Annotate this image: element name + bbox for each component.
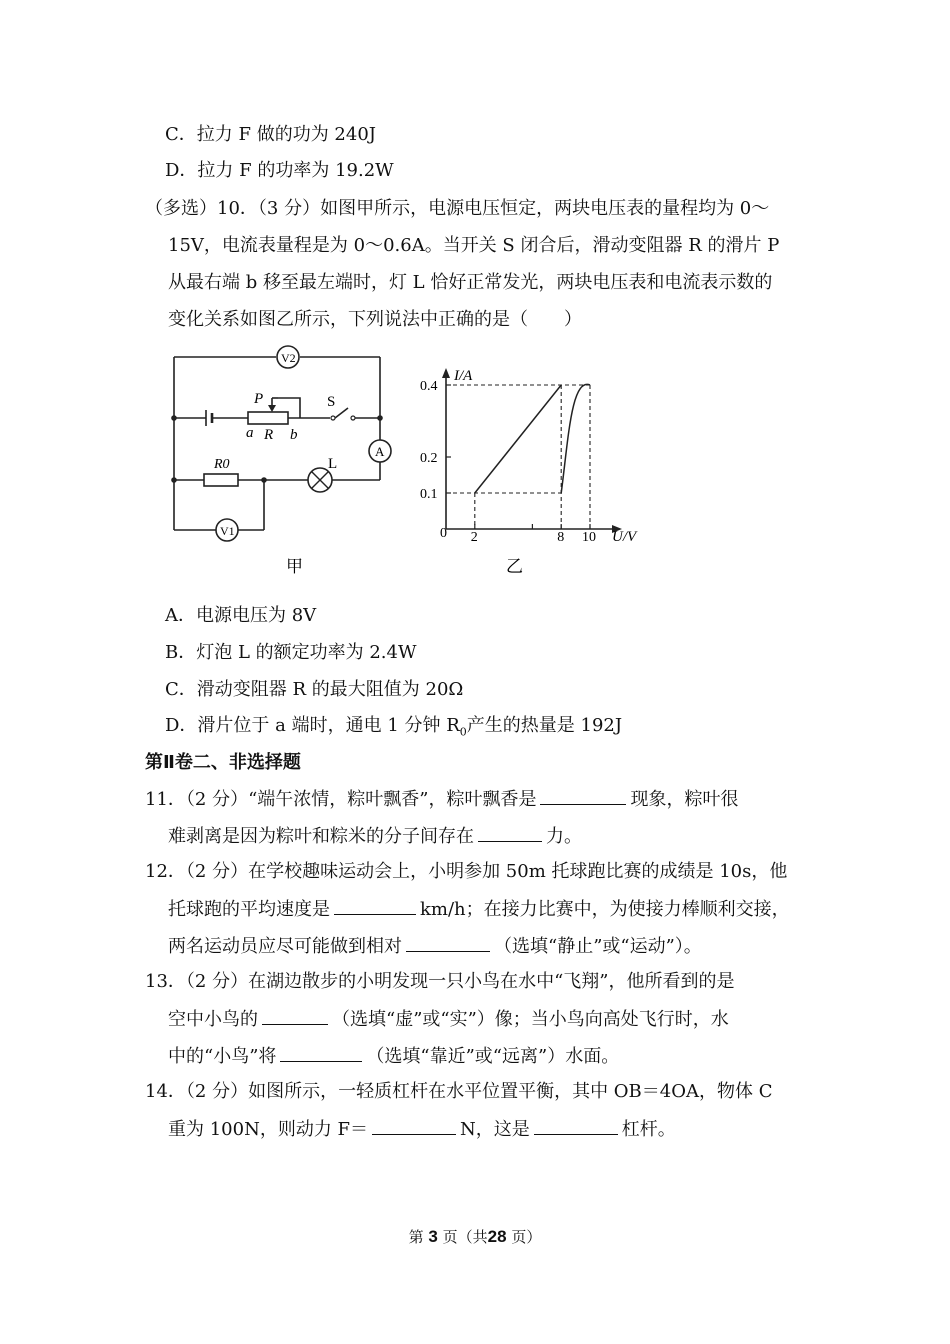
iu-graph xyxy=(410,362,660,584)
q9-option-d: D．拉力 F 的功率为 19.2W xyxy=(165,160,394,181)
q14-line-1: 14．（2 分）如图所示，一轻质杠杆在水平位置平衡，其中 OB＝4OA，物体 C xyxy=(145,1081,773,1102)
label-a: a xyxy=(246,425,254,441)
x-tick-label: 2 xyxy=(470,530,478,545)
q10-option-b: B．灯泡 L 的额定功率为 2.4W xyxy=(165,642,417,663)
y-axis-arrow xyxy=(442,368,450,378)
q11-line-1: 11．（2 分）“端午浓情，粽叶飘香”，粽叶飘香是 现象，粽叶很 xyxy=(145,786,738,813)
x-tick-label: 10 xyxy=(582,530,596,545)
x-axis-label: U/V xyxy=(612,529,637,545)
q12-line-2: 托球跑的平均速度是 km/h；在接力比赛中，为使接力棒顺利交接， xyxy=(168,896,790,923)
page-footer: 第 3 页（共28 页） xyxy=(408,1227,542,1246)
q14-blank-2[interactable] xyxy=(534,1116,618,1135)
q14-line-2: 重为 100N，则动力 F＝ N，这是 杠杆。 xyxy=(168,1116,676,1143)
label-v1: V1 xyxy=(220,524,235,538)
section-title: 第Ⅱ卷二、非选择题 xyxy=(145,752,301,773)
circuit-caption: 甲 xyxy=(286,557,303,576)
q13-line-2: 空中小鸟的 （选填“虚”或“实”）像；当小鸟向高处飞行时，水 xyxy=(168,1006,729,1033)
y-axis-label: I/A xyxy=(454,368,473,384)
label-ammeter: A xyxy=(375,444,385,459)
q10-stem-line-4: 变化关系如图乙所示，下列说法中正确的是（ ） xyxy=(168,309,582,330)
circuit-diagram xyxy=(160,340,400,590)
label-b: b xyxy=(290,427,298,443)
q9-option-c: C．拉力 F 做的功为 240J xyxy=(165,124,376,145)
q14-blank-1[interactable] xyxy=(372,1116,456,1135)
page-total: 28 xyxy=(487,1227,507,1246)
label-s: S xyxy=(327,394,336,410)
label-v2: V2 xyxy=(281,351,296,365)
q11-blank-1[interactable] xyxy=(540,786,626,805)
q10-option-c: C．滑动变阻器 R 的最大阻值为 20Ω xyxy=(165,679,464,700)
q12-blank-1[interactable] xyxy=(334,896,416,915)
q12-blank-2[interactable] xyxy=(406,933,490,952)
y-tick-label: 0.1 xyxy=(420,487,438,502)
x-tick-label: 8 xyxy=(557,530,565,545)
page-number: 3 xyxy=(428,1227,438,1246)
label-p: P xyxy=(254,391,264,407)
label-r: R xyxy=(264,427,274,443)
q11-blank-2[interactable] xyxy=(478,823,542,842)
q10-option-d: D．滑片位于 a 端时，通电 1 分钟 $R_0$产生的热量是 192J xyxy=(165,715,623,739)
q13-line-3: 中的“小鸟”将 （选填“靠近”或“远离”）水面。 xyxy=(168,1043,619,1070)
q10-stem-line-3: 从最右端 b 移至最左端时，灯 L 恰好正常发光，两块电压表和电流表示数的 xyxy=(168,272,773,293)
series-line xyxy=(475,385,561,493)
label-l: L xyxy=(328,456,338,472)
q11-line-2: 难剥离是因为粽叶和粽米的分子间存在 力。 xyxy=(168,823,582,850)
series-curve xyxy=(561,384,590,493)
y-tick-label: 0.2 xyxy=(420,451,438,466)
q13-blank-1[interactable] xyxy=(262,1006,328,1025)
label-r0: R0 xyxy=(214,457,230,472)
q13-line-1: 13．（2 分）在湖边散步的小明发现一只小鸟在水中“飞翔”，他所看到的是 xyxy=(145,971,735,992)
q13-blank-2[interactable] xyxy=(280,1043,362,1062)
graph-caption: 乙 xyxy=(506,557,523,576)
q12-line-1: 12．（2 分）在学校趣味运动会上，小明参加 50m 托球跑比赛的成绩是 10s，他 xyxy=(145,861,788,882)
origin-label: 0 xyxy=(440,526,447,541)
q10-stem-line-2: 15V，电流表量程是为 0～0.6A。当开关 S 闭合后，滑动变阻器 R 的滑片 P xyxy=(168,235,780,256)
q10-stem-line-1: （多选）10．（3 分）如图甲所示，电源电压恒定，两块电压表的量程均为 0～ xyxy=(145,198,770,219)
q12-line-3: 两名运动员应尽可能做到相对 （选填“静止”或“运动”）。 xyxy=(168,933,702,960)
q10-option-a: A．电源电压为 8V xyxy=(165,605,317,626)
y-tick-label: 0.4 xyxy=(420,379,438,394)
